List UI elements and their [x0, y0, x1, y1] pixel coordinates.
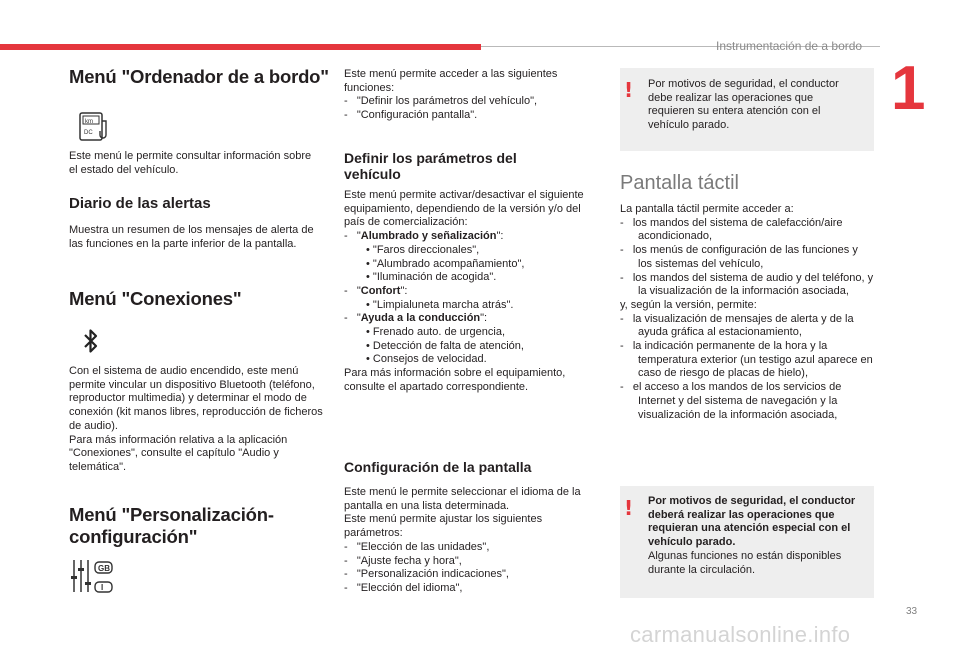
screen-config-text-1: Este menú le permite seleccionar el idioma de la pantalla en una lista determinada. — [344, 486, 581, 512]
connections-text-2: Para más información relativa a la aplicación "Conexiones", consulte el capítulo "Audio y telemática". — [69, 433, 288, 473]
lighting-label: Alumbrado y señalización — [360, 230, 497, 243]
touchscreen-item: - los mandos del sistema de calefacción/aire acondicionado, — [620, 216, 843, 243]
connections-text — [69, 365, 325, 475]
menu-intro-item: - "Configuración pantalla". — [344, 109, 478, 122]
vehicle-params-block — [344, 189, 600, 395]
touchscreen-item: - los mandos del sistema de audio y del teléfono, y la visualización de la información asociada, — [620, 271, 874, 298]
safety-note-2-plain: Algunas funciones no están disponibles durante la circulación. — [648, 549, 842, 576]
driving-aid-subitem-text: Consejos de velocidad. — [372, 353, 487, 366]
settings-language-icon — [69, 556, 115, 601]
warning-icon: ! — [624, 496, 634, 520]
menu-intro-block — [344, 68, 600, 123]
touchscreen-item-version: - el acceso a los mandos de los servicios de Internet y del sistema de navegación y la visualización de la información asociada, — [620, 381, 842, 421]
svg-text:GB: GB — [98, 564, 110, 573]
alerts-log-heading: Diario de las alertas — [69, 195, 211, 212]
screen-config-item: - "Personalización indicaciones", — [344, 568, 509, 581]
personalization-heading-line1: Menú "Personalización- — [69, 504, 274, 525]
svg-text:DC: DC — [84, 130, 93, 136]
comfort-label: Confort — [360, 284, 401, 297]
safety-note-1 — [620, 68, 874, 151]
lighting-subitem-text: "Alumbrado acompañamiento", — [372, 257, 525, 270]
section-title: Instrumentación de a bordo — [716, 39, 863, 53]
screen-config-item: - "Elección del idioma", — [344, 581, 463, 594]
lighting-item: - "Alumbrado y señalización": — [344, 230, 504, 243]
lighting-subitem-text: "Iluminación de acogida". — [372, 271, 497, 284]
driving-aid-subitem-text: Frenado auto. de urgencia, — [372, 326, 506, 339]
safety-note-1-text: Por motivos de seguridad, el conductor debe realizar las operaciones que requieren su entera atención con el vehículo parado. — [648, 78, 839, 132]
menu-intro-text: Este menú permite acceder a las siguientes funciones: — [344, 68, 558, 94]
safety-note-2 — [620, 486, 874, 598]
comfort-item: - "Confort": — [344, 284, 408, 297]
touchscreen-block — [620, 203, 874, 422]
driving-aid-subitem: • Consejos de velocidad. — [366, 353, 487, 366]
personalization-heading — [69, 504, 274, 548]
screen-config-block — [344, 486, 600, 596]
comfort-subitem-text: "Limpialuneta marcha atrás". — [372, 298, 514, 311]
safety-note-2-bold: Por motivos de seguridad, el conductor deberá realizar las operaciones que requieran una atención especial con el vehículo parado. — [648, 495, 856, 549]
safety-note-2-text — [648, 495, 870, 577]
touchscreen-intro: La pantalla táctil permite acceder a: — [620, 203, 794, 215]
driving-aid-label: Ayuda a la conducción — [360, 312, 481, 325]
lighting-subitem: • "Iluminación de acogida". — [366, 271, 497, 284]
touchscreen-version: y, según la versión, permite: — [620, 298, 757, 311]
header-red-bar — [0, 44, 481, 50]
watermark: carmanualsonline.info — [630, 622, 851, 647]
driving-aid-subitem: • Frenado auto. de urgencia, — [366, 326, 506, 339]
touchscreen-item-version: - la indicación permanente de la hora y la temperatura exterior (un testigo azul aparece en caso de riesgo de placas de hielo), — [620, 340, 873, 380]
lighting-subitem-text: "Faros direccionales", — [372, 243, 480, 256]
comfort-subitem: • "Limpialuneta marcha atrás". — [366, 298, 514, 311]
vehicle-params-heading — [344, 150, 517, 182]
page-number: 33 — [906, 606, 918, 617]
connections-heading: Menú "Conexiones" — [69, 288, 242, 309]
svg-text:I: I — [101, 583, 104, 592]
chapter-number: 1 — [891, 54, 926, 123]
vehicle-params-heading-line1: Definir los parámetros del — [344, 150, 517, 166]
warning-icon: ! — [624, 78, 634, 102]
touchscreen-item-version: - la visualización de mensajes de alerta y de la ayuda gráfica al estacionamiento, — [620, 312, 854, 339]
lighting-subitem: • "Faros direccionales", — [366, 243, 480, 256]
driving-aid-subitem-text: Detección de falta de atención, — [372, 339, 524, 352]
screen-config-item: - "Ajuste fecha y hora", — [344, 554, 462, 567]
vehicle-params-more: Para más información sobre el equipamiento, consulte el apartado correspondiente. — [344, 367, 566, 393]
vehicle-params-text: Este menú permite activar/desactivar el siguiente equipamiento, dependiendo de la versión y/o del país de comercialización: — [344, 189, 584, 229]
trip-computer-text: Este menú le permite consultar información sobre el estado del vehículo. — [69, 150, 312, 176]
trip-computer-icon — [78, 111, 112, 148]
touchscreen-heading: Pantalla táctil — [620, 172, 739, 194]
alerts-log-text: Muestra un resumen de los mensajes de alerta de las funciones en la parte inferior de la pantalla. — [69, 224, 314, 250]
lighting-subitem: • "Alumbrado acompañamiento", — [366, 257, 525, 270]
driving-aid-subitem: • Detección de falta de atención, — [366, 339, 524, 352]
menu-intro-item: - "Definir los parámetros del vehículo", — [344, 95, 538, 108]
screen-config-item: - "Elección de las unidades", — [344, 540, 490, 553]
personalization-heading-line2: configuración" — [69, 526, 198, 547]
connections-text-1: Con el sistema de audio encendido, este menú permite vincular un dispositivo Bluetooth (teléfono, reproductor multimedia) y determinar el modo de conexión (kit manos libres, reproducción de ficheros de audio). — [69, 365, 323, 432]
screen-config-text-2: Este menú permite ajustar los siguientes parámetros: — [344, 513, 543, 540]
trip-computer-heading: Menú "Ordenador de a bordo" — [69, 66, 329, 87]
touchscreen-item: - los menús de configuración de las funciones y los sistemas del vehículo, — [620, 244, 858, 270]
vehicle-params-heading-line2: vehículo — [344, 166, 401, 182]
screen-config-heading: Configuración de la pantalla — [344, 459, 532, 475]
driving-aid-item: - "Ayuda a la conducción": — [344, 312, 488, 325]
bluetooth-icon — [83, 327, 99, 360]
svg-text:km: km — [85, 119, 93, 125]
